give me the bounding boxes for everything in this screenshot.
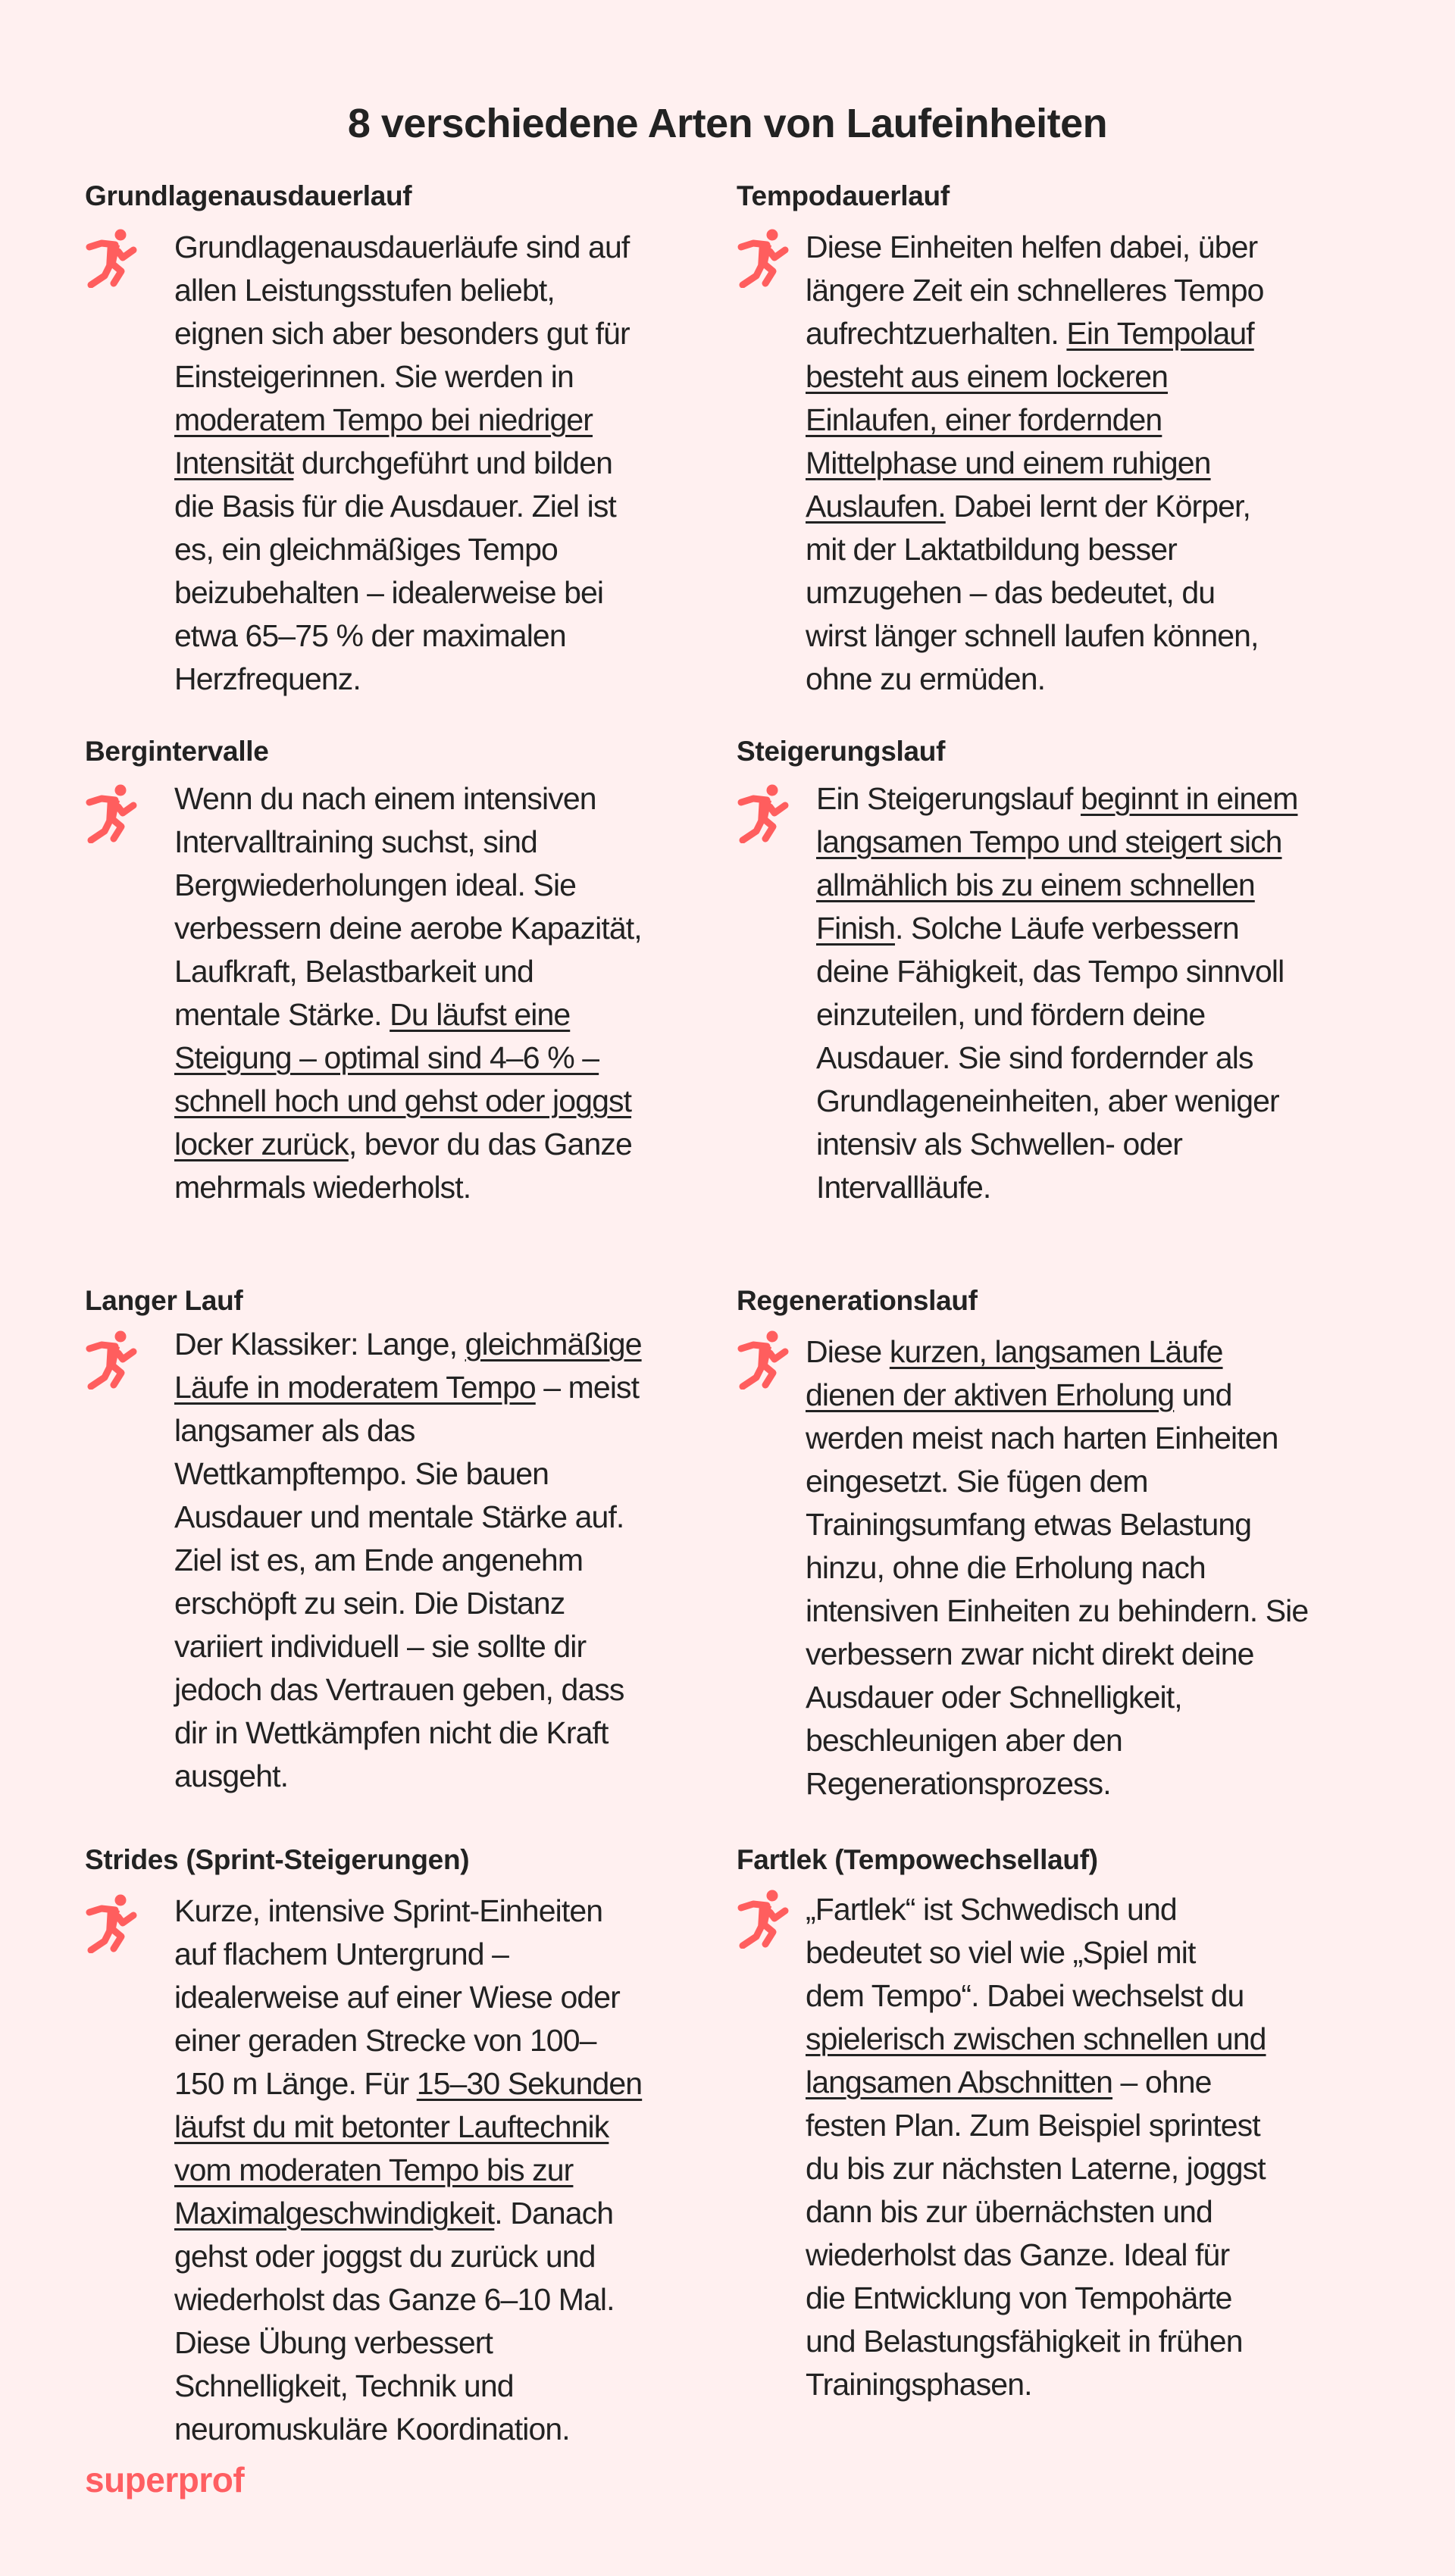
body-line: [816, 1123, 1297, 1166]
body-text: wiederholst das Ganze. Ideal für: [806, 2237, 1230, 2272]
body-text: Ausdauer und mentale Stärke auf.: [174, 1499, 624, 1534]
body-text: – meist: [535, 1370, 640, 1405]
body-text: Schnelligkeit, Technik und: [174, 2368, 514, 2403]
body-line: [806, 1931, 1266, 1974]
body-line: [816, 907, 1297, 950]
section-grundlagenausdauerlauf: [85, 179, 630, 696]
emphasized-text: Mittelphase und einem ruhigen: [806, 445, 1211, 480]
body-text: durchgeführt und bilden: [293, 445, 613, 480]
body-text: deine Fähigkeit, das Tempo sinnvoll: [816, 954, 1284, 989]
body-line: [806, 1762, 1308, 1805]
body-line: [174, 442, 630, 485]
body-line: [174, 1452, 642, 1496]
body-text: Intervalltraining suchst, sind: [174, 824, 537, 859]
body-text: Grundlagenausdauerläufe sind auf: [174, 230, 630, 264]
body-text: intensiven Einheiten zu behindern. Sie: [806, 1593, 1309, 1628]
body-line: [806, 269, 1264, 312]
body-text: Grundlageneinheiten, aber weniger: [816, 1083, 1279, 1118]
superprof-logo: superprof: [85, 2460, 245, 2499]
body-text: Wenn du nach einem intensiven: [174, 781, 596, 816]
section-body: [806, 1330, 1308, 1805]
body-text: Diese Übung verbessert: [174, 2325, 493, 2360]
emphasized-text: langsamen Tempo und steigert sich: [816, 824, 1282, 859]
body-line: [174, 399, 630, 442]
body-line: [806, 1374, 1308, 1417]
body-line: [806, 571, 1264, 614]
body-line: [806, 1546, 1308, 1590]
body-line: [806, 312, 1264, 355]
body-text: auf flachem Untergrund –: [174, 1937, 509, 1971]
body-line: [174, 864, 642, 907]
body-line: [174, 1166, 642, 1209]
body-text: die Basis für die Ausdauer. Ziel ist: [174, 489, 616, 524]
body-line: [806, 528, 1264, 571]
emphasized-text: langsamen Abschnitten: [806, 2065, 1113, 2099]
running-person-icon: [85, 1330, 139, 1390]
emphasized-text: kurzen, langsamen Läufe: [889, 1334, 1223, 1369]
body-text: Ein Steigerungslauf: [816, 781, 1081, 816]
body-text: wiederholst das Ganze 6–10 Mal.: [174, 2282, 615, 2317]
body-text: es, ein gleichmäßiges Tempo: [174, 532, 558, 567]
body-line: [174, 1668, 642, 1712]
body-line: [806, 2277, 1266, 2320]
body-text: die Entwicklung von Tempohärte: [806, 2281, 1232, 2315]
body-line: [174, 1582, 642, 1625]
body-line: [174, 485, 630, 528]
body-text: einzuteilen, und fördern deine: [816, 997, 1206, 1032]
emphasized-text: Auslaufen.: [806, 489, 946, 524]
body-line: [816, 950, 1297, 993]
running-person-icon: [737, 784, 791, 843]
body-line: [174, 1409, 642, 1452]
emphasized-text: beginnt in einem: [1080, 781, 1298, 816]
body-line: [174, 777, 642, 821]
body-text: eignen sich aber besonders gut für: [174, 316, 630, 351]
body-text: mentale Stärke.: [174, 997, 390, 1032]
page-title: 8 verschiedene Arten von Laufeinheiten: [347, 101, 1108, 147]
emphasized-text: Du läufst eine: [390, 997, 571, 1032]
body-line: [174, 2149, 642, 2192]
body-line: [816, 821, 1297, 864]
body-line: [174, 226, 630, 269]
body-text: neuromuskuläre Koordination.: [174, 2412, 570, 2446]
section-steigerungslauf: [737, 734, 1298, 1205]
body-line: [174, 1123, 642, 1166]
body-line: [806, 1330, 1308, 1374]
body-line: [174, 1933, 642, 1976]
body-text: Einsteigerinnen. Sie werden in: [174, 359, 574, 394]
body-text: beizubehalten – idealerweise bei: [174, 575, 604, 610]
body-text: festen Plan. Zum Beispiel sprintest: [806, 2108, 1260, 2143]
body-text: dann bis zur übernächsten und: [806, 2194, 1212, 2229]
body-text: hinzu, ohne die Erholung nach: [806, 1550, 1206, 1585]
body-line: [174, 1625, 642, 1668]
body-text: „Fartlek“ ist Schwedisch und: [806, 1892, 1177, 1927]
emphasized-text: locker zurück: [174, 1127, 349, 1161]
body-line: [816, 1166, 1297, 1209]
body-text: , bevor du das Ganze: [348, 1127, 632, 1161]
emphasized-text: Steigung – optimal sind 4–6 % –: [174, 1040, 599, 1075]
body-line: [816, 993, 1297, 1036]
body-text: Der Klassiker: Lange,: [174, 1327, 465, 1361]
running-person-icon: [85, 784, 139, 843]
body-line: [806, 1460, 1308, 1503]
body-line: [174, 2019, 642, 2062]
body-line: [806, 442, 1264, 485]
body-text: einer geraden Strecke von 100–: [174, 2023, 596, 2058]
body-line: [806, 2018, 1266, 2061]
body-text: werden meist nach harten Einheiten: [806, 1421, 1278, 1455]
body-text: verbessern deine aerobe Kapazität,: [174, 911, 642, 946]
section-body: [174, 226, 630, 701]
body-line: [816, 1080, 1297, 1123]
body-line: [806, 1590, 1308, 1633]
running-person-icon: [85, 229, 139, 288]
body-line: [174, 2235, 642, 2278]
section-body: [806, 1888, 1266, 2406]
section-heading: Langer Lauf: [85, 1285, 243, 1316]
emphasized-text: besteht aus einem lockeren: [806, 359, 1169, 394]
body-line: [816, 777, 1297, 821]
section-langer-lauf: [85, 1283, 642, 1793]
body-line: [174, 269, 630, 312]
section-body: [816, 777, 1297, 1209]
body-text: mehrmals wiederholst.: [174, 1170, 471, 1205]
body-text: und Belastungsfähigkeit in frühen: [806, 2324, 1243, 2359]
section-regenerationslauf: [737, 1283, 1309, 1801]
body-line: [174, 2062, 642, 2106]
body-text: verbessern zwar nicht direkt deine: [806, 1637, 1254, 1671]
body-line: [174, 614, 630, 658]
body-line: [174, 821, 642, 864]
body-text: bedeutet so viel wie „Spiel mit: [806, 1935, 1196, 1970]
body-line: [806, 2147, 1266, 2190]
body-text: Trainingsumfang etwas Belastung: [806, 1507, 1252, 1542]
section-heading: Steigerungslauf: [737, 736, 946, 767]
body-text: umzugehen – das bedeutet, du: [806, 575, 1216, 610]
body-text: Wettkampftempo. Sie bauen: [174, 1456, 549, 1491]
body-line: [806, 2190, 1266, 2234]
body-line: [174, 1976, 642, 2019]
emphasized-text: Finish: [816, 911, 895, 946]
emphasized-text: schnell hoch und gehst oder joggst: [174, 1083, 632, 1118]
body-line: [806, 1676, 1308, 1719]
body-line: [174, 2278, 642, 2321]
body-text: Kurze, intensive Sprint-Einheiten: [174, 1893, 603, 1928]
body-text: . Solche Läufe verbessern: [894, 911, 1239, 946]
body-line: [174, 1080, 642, 1123]
section-heading: Strides (Sprint-Steigerungen): [85, 1844, 470, 1875]
section-bergintervalle: [85, 734, 642, 1205]
body-line: [174, 2106, 642, 2149]
body-line: [174, 993, 642, 1036]
emphasized-text: Maximalgeschwindigkeit: [174, 2196, 495, 2231]
body-text: dem Tempo“. Dabei wechselst du: [806, 1978, 1244, 2013]
body-line: [806, 1719, 1308, 1762]
body-line: [174, 1890, 642, 1933]
body-line: [806, 1503, 1308, 1546]
emphasized-text: allmählich bis zu einem schnellen: [816, 868, 1255, 902]
body-text: Bergwiederholungen ideal. Sie: [174, 868, 577, 902]
emphasized-text: vom moderaten Tempo bis zur: [174, 2152, 574, 2187]
body-line: [174, 658, 630, 701]
section-body: [174, 1890, 642, 2451]
section-body: [174, 777, 642, 1209]
body-text: – ohne: [1112, 2065, 1212, 2099]
body-text: du bis zur nächsten Laterne, joggst: [806, 2151, 1266, 2186]
section-heading: Bergintervalle: [85, 736, 269, 767]
body-line: [174, 571, 630, 614]
body-line: [806, 614, 1264, 658]
emphasized-text: Läufe in moderatem Tempo: [174, 1370, 536, 1405]
body-line: [806, 399, 1264, 442]
body-text: erschöpft zu sein. Die Distanz: [174, 1586, 565, 1621]
body-text: eingesetzt. Sie fügen dem: [806, 1464, 1148, 1499]
body-line: [174, 1712, 642, 1755]
body-text: längere Zeit ein schnelleres Tempo: [806, 273, 1264, 308]
body-line: [174, 2321, 642, 2365]
emphasized-text: spielerisch zwischen schnellen und: [806, 2021, 1266, 2056]
body-text: jedoch das Vertrauen geben, dass: [174, 1672, 624, 1707]
body-line: [174, 1539, 642, 1582]
body-line: [174, 1036, 642, 1080]
body-text: gehst oder joggst du zurück und: [174, 2239, 596, 2274]
body-line: [806, 226, 1264, 269]
body-text: Trainingsphasen.: [806, 2367, 1032, 2402]
body-text: variiert individuell – sie sollte dir: [174, 1629, 587, 1664]
body-text: Regenerationsprozess.: [806, 1766, 1111, 1801]
running-person-icon: [737, 1890, 791, 1949]
body-text: allen Leistungsstufen beliebt,: [174, 273, 555, 308]
body-line: [816, 1036, 1297, 1080]
body-text: Herzfrequenz.: [174, 661, 361, 696]
emphasized-text: 15–30 Sekunden: [416, 2066, 643, 2101]
body-line: [174, 1496, 642, 1539]
body-line: [174, 528, 630, 571]
running-person-icon: [85, 1894, 139, 1953]
emphasized-text: gleichmäßige: [465, 1327, 642, 1361]
emphasized-text: moderatem Tempo bei niedriger: [174, 402, 593, 437]
body-line: [174, 1366, 642, 1409]
body-text: Diese: [806, 1334, 890, 1369]
body-text: Ausdauer oder Schnelligkeit,: [806, 1680, 1182, 1715]
body-text: mit der Laktatbildung besser: [806, 532, 1177, 567]
body-text: beschleunigen aber den: [806, 1723, 1122, 1758]
body-line: [174, 312, 630, 355]
emphasized-text: Einlaufen, einer fordernden: [806, 402, 1162, 437]
body-text: wirst länger schnell laufen können,: [806, 618, 1259, 653]
body-line: [174, 1755, 642, 1798]
emphasized-text: läufst du mit betonter Lauftechnik: [174, 2109, 609, 2144]
body-text: . Danach: [494, 2196, 614, 2231]
body-line: [806, 2363, 1266, 2406]
running-person-icon: [737, 229, 791, 288]
body-text: ohne zu ermüden.: [806, 661, 1046, 696]
body-line: [806, 2320, 1266, 2363]
section-body: [174, 1323, 642, 1798]
body-text: Intervallläufe.: [816, 1170, 991, 1205]
section-strides: [85, 1843, 643, 2446]
body-line: [174, 2192, 642, 2235]
body-line: [806, 1417, 1308, 1460]
body-text: dir in Wettkämpfen nicht die Kraft: [174, 1715, 609, 1750]
body-line: [806, 658, 1264, 701]
body-text: Diese Einheiten helfen dabei, über: [806, 230, 1258, 264]
section-body: [806, 226, 1264, 701]
section-heading: Regenerationslauf: [737, 1285, 978, 1316]
body-line: [806, 2104, 1266, 2147]
running-person-icon: [737, 1330, 791, 1390]
emphasized-text: dienen der aktiven Erholung: [806, 1377, 1175, 1412]
body-line: [806, 1633, 1308, 1676]
body-text: Dabei lernt der Körper,: [945, 489, 1251, 524]
body-text: intensiv als Schwellen- oder: [816, 1127, 1182, 1161]
section-tempodauerlauf: [737, 179, 1264, 696]
body-text: langsamer als das: [174, 1413, 415, 1448]
body-line: [806, 2234, 1266, 2277]
body-line: [174, 355, 630, 399]
body-text: Laufkraft, Belastbarkeit und: [174, 954, 534, 989]
body-line: [806, 355, 1264, 399]
body-line: [174, 1323, 642, 1366]
body-line: [806, 2061, 1266, 2104]
body-text: 150 m Länge. Für: [174, 2066, 417, 2101]
body-line: [174, 950, 642, 993]
body-text: Ziel ist es, am Ende angenehm: [174, 1543, 584, 1577]
body-line: [806, 1888, 1266, 1931]
body-line: [174, 907, 642, 950]
section-heading: Tempodauerlauf: [737, 180, 950, 211]
body-line: [174, 2408, 642, 2451]
section-heading: Fartlek (Tempowechsellauf): [737, 1844, 1098, 1875]
section-heading: Grundlagenausdauerlauf: [85, 180, 412, 211]
body-line: [174, 2365, 642, 2408]
body-text: und: [1174, 1377, 1232, 1412]
body-line: [806, 1974, 1266, 2018]
section-fartlek: [737, 1843, 1266, 2402]
body-line: [816, 864, 1297, 907]
emphasized-text: Ein Tempolauf: [1066, 316, 1254, 351]
body-line: [806, 485, 1264, 528]
body-text: idealerweise auf einer Wiese oder: [174, 1980, 620, 2015]
body-text: ausgeht.: [174, 1758, 289, 1793]
body-text: aufrechtzuerhalten.: [806, 316, 1067, 351]
emphasized-text: Intensität: [174, 445, 294, 480]
body-text: etwa 65–75 % der maximalen: [174, 618, 566, 653]
body-text: Ausdauer. Sie sind fordernder als: [816, 1040, 1253, 1075]
